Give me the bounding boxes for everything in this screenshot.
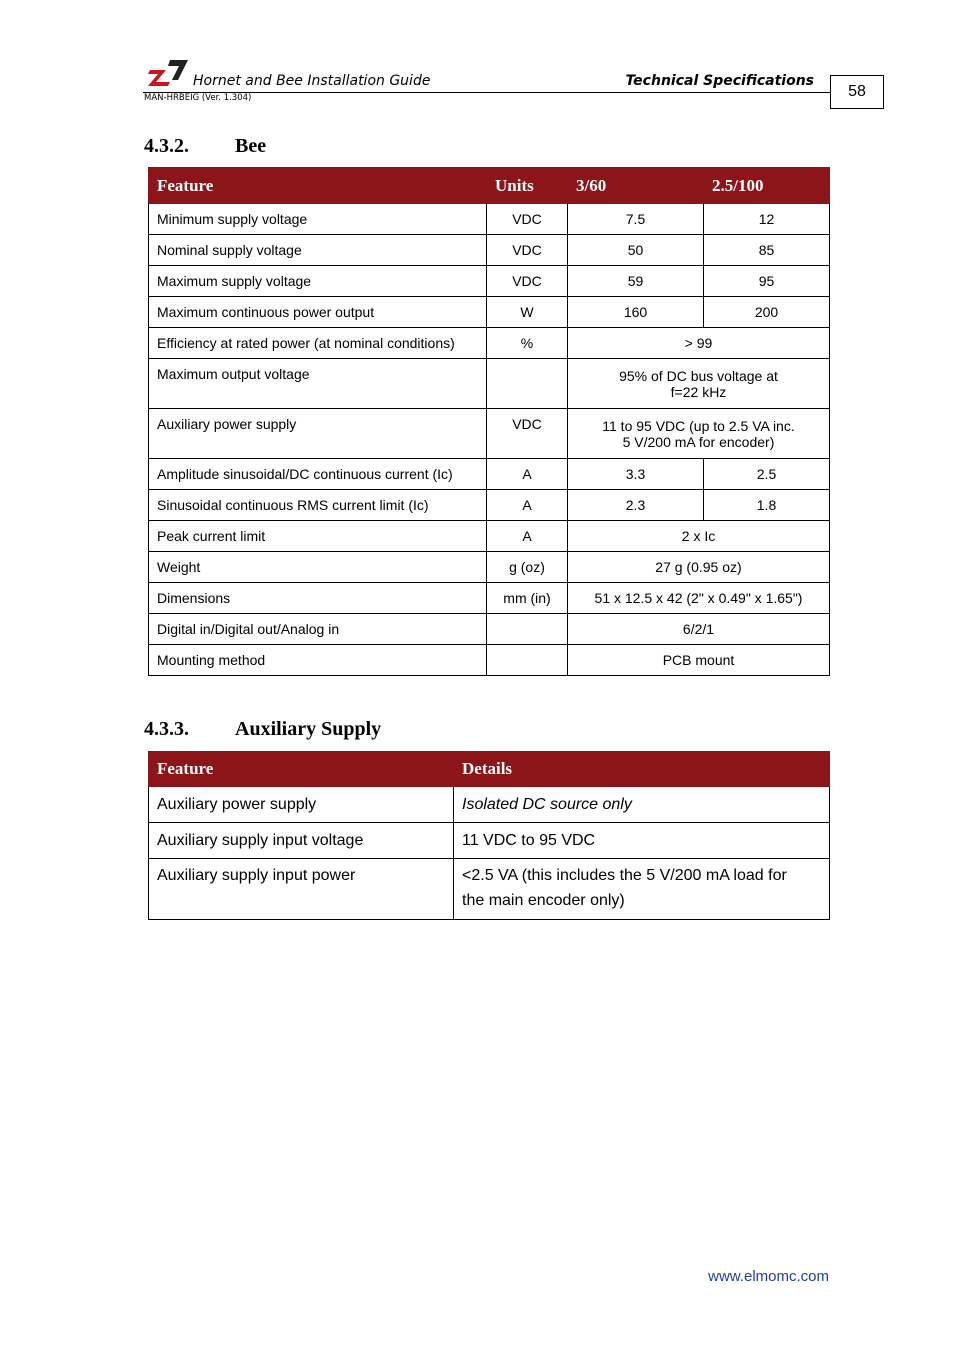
page-number: 58 xyxy=(830,75,884,109)
value-cell: 59 xyxy=(568,266,704,297)
document-title: Hornet and Bee Installation Guide xyxy=(193,73,431,89)
feature-cell: Sinusoidal continuous RMS current limit (Ic) xyxy=(149,490,487,521)
units-cell: W xyxy=(487,297,568,328)
feature-cell: Auxiliary supply input power xyxy=(149,859,454,920)
units-cell: VDC xyxy=(487,235,568,266)
feature-cell: Nominal supply voltage xyxy=(149,235,487,266)
header-units: Units xyxy=(487,168,568,204)
table-row xyxy=(149,787,830,823)
feature-cell: Peak current limit xyxy=(149,521,487,552)
table-row xyxy=(149,490,830,521)
value-cell: 200 xyxy=(704,297,830,328)
feature-cell: Auxiliary power supply xyxy=(149,787,454,823)
value-cell xyxy=(568,409,830,459)
table-row xyxy=(149,297,830,328)
website-link[interactable]: www.elmomc.com xyxy=(708,1268,829,1285)
value-cell: 6/2/1 xyxy=(568,614,830,645)
value-cell: 95 xyxy=(704,266,830,297)
value-cell: 160 xyxy=(568,297,704,328)
header-feature: Feature xyxy=(149,752,454,787)
table-row xyxy=(149,266,830,297)
table-row xyxy=(149,859,830,920)
feature-cell: Dimensions xyxy=(149,583,487,614)
value-cell: 1.8 xyxy=(704,490,830,521)
value-line: 95% of DC bus voltage at xyxy=(619,367,778,384)
units-cell: g (oz) xyxy=(487,552,568,583)
units-cell: A xyxy=(487,459,568,490)
value-cell: 3.3 xyxy=(568,459,704,490)
section-name: Technical Specifications xyxy=(625,73,814,89)
table-row xyxy=(149,645,830,676)
feature-cell: Auxiliary supply input voltage xyxy=(149,823,454,859)
units-cell: VDC xyxy=(487,266,568,297)
table-row xyxy=(149,235,830,266)
value-cell: 7.5 xyxy=(568,204,704,235)
table-row xyxy=(149,583,830,614)
table-row xyxy=(149,823,830,859)
units-cell: A xyxy=(487,490,568,521)
units-cell: A xyxy=(487,521,568,552)
value-cell: 2.3 xyxy=(568,490,704,521)
feature-cell: Minimum supply voltage xyxy=(149,204,487,235)
feature-cell: Efficiency at rated power (at nominal conditions) xyxy=(149,328,487,359)
value-cell xyxy=(568,359,830,409)
bee-heading-title: Bee xyxy=(235,135,267,157)
header-model-2-5-100: 2.5/100 xyxy=(704,168,830,204)
feature-cell: Weight xyxy=(149,552,487,583)
value-line: 11 to 95 VDC (up to 2.5 VA inc. xyxy=(602,417,795,434)
units-cell xyxy=(487,359,568,409)
feature-cell: Mounting method xyxy=(149,645,487,676)
header-model-3-60: 3/60 xyxy=(568,168,704,204)
value-line: 5 V/200 mA for encoder) xyxy=(622,433,775,450)
aux-heading-title: Auxiliary Supply xyxy=(235,718,382,740)
feature-cell: Maximum supply voltage xyxy=(149,266,487,297)
feature-cell: Maximum continuous power output xyxy=(149,297,487,328)
feature-cell: Auxiliary power supply xyxy=(149,409,487,459)
elmo-logo-icon xyxy=(148,58,190,88)
units-cell: VDC xyxy=(487,204,568,235)
table-row xyxy=(149,614,830,645)
units-cell xyxy=(487,614,568,645)
value-cell: 51 x 12.5 x 42 (2" x 0.49" x 1.65") xyxy=(568,583,830,614)
value-cell: 27 g (0.95 oz) xyxy=(568,552,830,583)
details-line: <2.5 VA (this includes the 5 V/200 mA load for xyxy=(462,867,787,884)
value-cell: 50 xyxy=(568,235,704,266)
units-cell xyxy=(487,645,568,676)
units-cell: mm (in) xyxy=(487,583,568,614)
bee-spec-table xyxy=(148,167,830,676)
table-row xyxy=(149,359,830,409)
details-cell: Isolated DC source only xyxy=(454,787,830,823)
header-details: Details xyxy=(454,752,830,787)
table-row xyxy=(149,409,830,459)
bee-heading-number: 4.3.2. xyxy=(144,135,189,157)
table-header-row xyxy=(149,752,830,787)
aux-heading xyxy=(144,718,381,741)
table-row xyxy=(149,552,830,583)
value-cell: 12 xyxy=(704,204,830,235)
header-feature: Feature xyxy=(149,168,487,204)
details-line: the main encoder only) xyxy=(462,892,625,909)
aux-supply-table xyxy=(148,751,830,920)
feature-cell: Digital in/Digital out/Analog in xyxy=(149,614,487,645)
value-cell: 2 x Ic xyxy=(568,521,830,552)
value-cell: 2.5 xyxy=(704,459,830,490)
table-row xyxy=(149,459,830,490)
value-line: f=22 kHz xyxy=(670,383,727,400)
table-header-row xyxy=(149,168,830,204)
value-cell: 85 xyxy=(704,235,830,266)
table-row xyxy=(149,328,830,359)
value-cell: PCB mount xyxy=(568,645,830,676)
feature-cell: Amplitude sinusoidal/DC continuous current (Ic) xyxy=(149,459,487,490)
document-reference: MAN-HRBEIG (Ver. 1.304) xyxy=(144,93,252,103)
units-cell: % xyxy=(487,328,568,359)
feature-cell: Maximum output voltage xyxy=(149,359,487,409)
value-cell: > 99 xyxy=(568,328,830,359)
details-cell: 11 VDC to 95 VDC xyxy=(454,823,830,859)
bee-heading xyxy=(144,135,266,158)
table-row xyxy=(149,204,830,235)
table-row xyxy=(149,521,830,552)
details-cell xyxy=(454,859,830,920)
aux-heading-number: 4.3.3. xyxy=(144,718,189,740)
units-cell: VDC xyxy=(487,409,568,459)
